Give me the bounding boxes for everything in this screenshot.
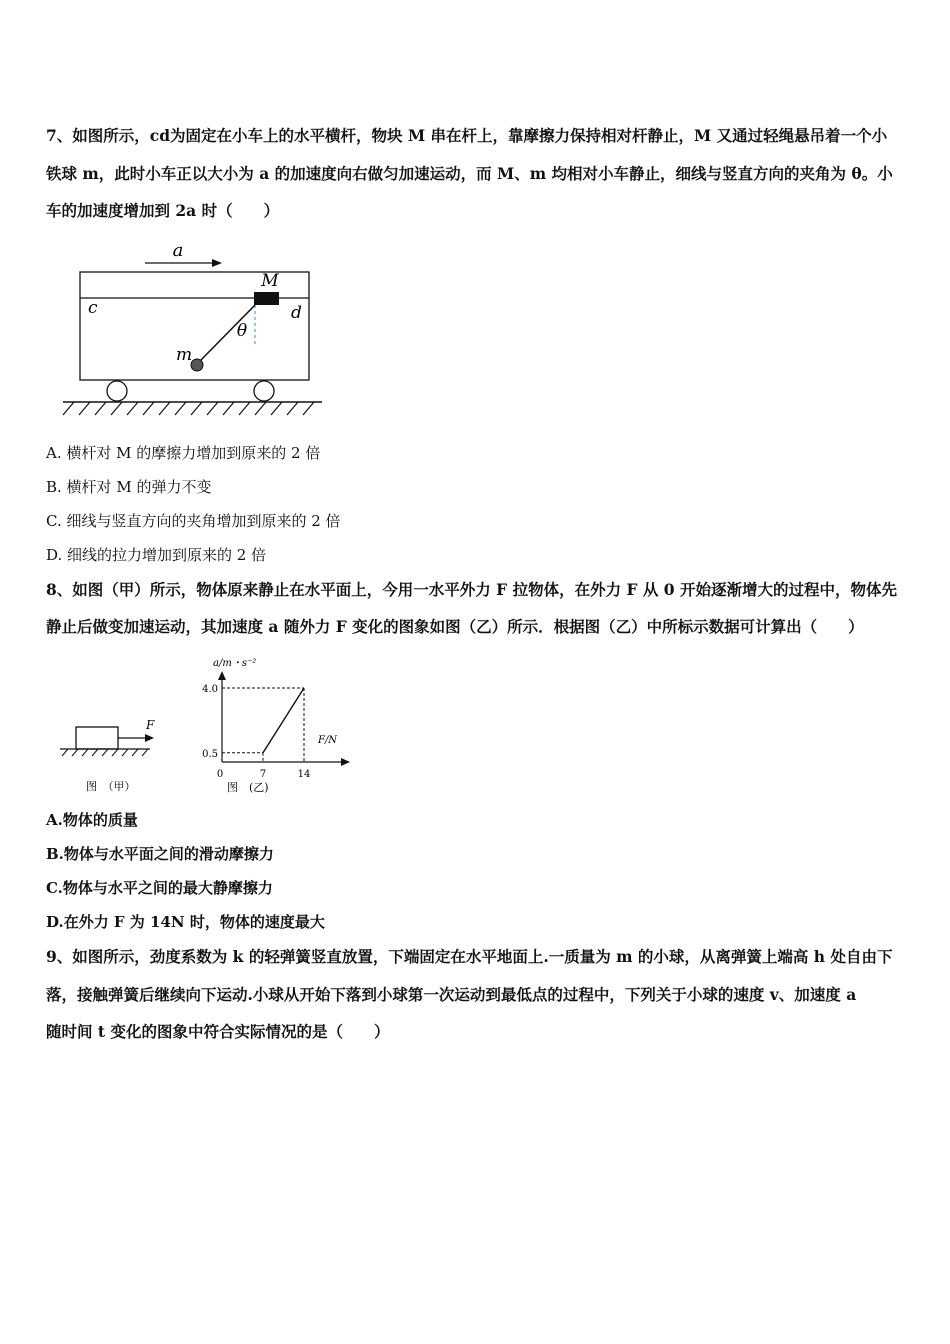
q8-stem-line1: 8、如图（甲）所示，物体原来静止在水平面上，今用一水平外力 F 拉物体，在外力 F 从 0 开始逐渐增大的过程中，物体先 [46,580,897,599]
caption-yi: 图 (乙) [227,781,269,794]
q8-option-b[interactable]: B.物体与水平面之间的滑动摩擦力 [46,845,274,863]
q8-figure-jia [58,718,168,798]
y-axis-label: a/m・s⁻² [213,658,257,669]
q7-cart-figure [60,238,330,423]
q7-option-d[interactable]: D. 细线的拉力增加到原来的 2 倍 [46,546,267,564]
q8-figure-yi-graph [195,652,355,802]
origin-label: 0 [216,769,224,780]
q7-stem-line2: 铁球 m，此时小车正以大小为 a 的加速度向右做匀加速运动，而 M、m 均相对小车静止，细线与竖直方向的夹角为 θ。小 [46,164,893,183]
q9-stem-line2: 落，接触弹簧后继续向下运动.小球从开始下落到小球第一次运动到最低点的过程中，下列关于小球的速度 v、加速度 a [46,985,857,1004]
label-m: m [175,345,193,365]
q8-option-c[interactable]: C.物体与水平之间的最大静摩擦力 [46,879,273,897]
q7-option-a[interactable]: A. 横杆对 M 的摩擦力增加到原来的 2 倍 [46,444,321,462]
label-M: M [261,271,279,291]
q7-option-c[interactable]: C. 细线与竖直方向的夹角增加到原来的 2 倍 [46,512,341,530]
q7-stem-line3: 车的加速度增加到 2a 时（ ） [46,201,280,220]
x-axis-label: F/N [318,735,338,746]
x-tick-label-0: 7 [259,769,267,780]
q9-stem-line1: 9、如图所示，劲度系数为 k 的轻弹簧竖直放置，下端固定在水平地面上.一质量为 m 的小球，从离弹簧上端高 h 处自由下 [46,947,893,966]
q8-option-d[interactable]: D.在外力 F 为 14N 时，物体的速度最大 [46,913,325,931]
x-tick-label-1: 14 [297,769,311,780]
accel-label: a [172,240,184,261]
q7-option-b[interactable]: B. 横杆对 M 的弹力不变 [46,478,212,496]
q7-stem-line1: 7、如图所示，cd为固定在小车上的水平横杆，物块 M 串在杆上，靠摩擦力保持相对杆静止，M 又通过轻绳悬吊着一个小 [46,126,888,145]
force-label: F [146,718,155,732]
y-tick-label-1: 4.0 [202,684,218,695]
label-d: d [291,303,302,323]
q9-stem-line3: 随时间 t 变化的图象中符合实际情况的是（ ） [46,1022,390,1041]
label-c: c [88,298,98,318]
caption-jia: 图 （甲） [86,780,136,793]
label-theta: θ [236,321,248,341]
y-tick-label-0: 0.5 [202,748,218,760]
series-line [263,688,304,753]
q8-stem-line2: 静止后做变加速运动，其加速度 a 随外力 F 变化的图象如图（乙）所示．根据图（乙）中所标示数据可计算出（ ） [46,617,864,636]
q8-option-a[interactable]: A.物体的质量 [46,811,138,829]
